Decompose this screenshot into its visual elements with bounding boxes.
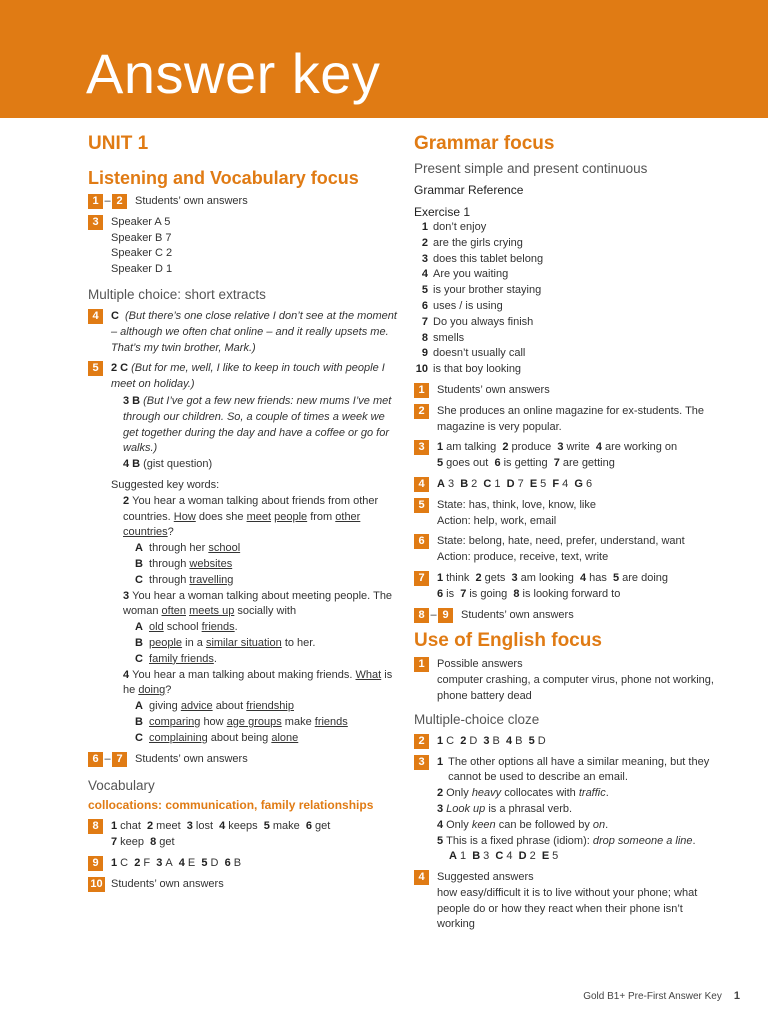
item-answer: meet (156, 820, 181, 833)
answer-list (429, 734, 719, 750)
item-number: 6 (224, 856, 231, 869)
item-number: 5 (528, 734, 535, 747)
item-number: 2 (502, 441, 509, 454)
page-title: Answer key (86, 42, 381, 105)
item-answer: B (233, 856, 242, 869)
item-answer: A (165, 856, 173, 869)
item-number: 8 (421, 331, 428, 344)
option: A through her school (135, 542, 241, 555)
exercise-badge: 5 (414, 498, 429, 513)
item-answer: 4 (506, 850, 513, 863)
answer-list (437, 849, 719, 865)
exercise-badge: 6 (88, 752, 103, 767)
item-number: 7 (421, 315, 428, 328)
list-item (414, 315, 719, 331)
item-answer: goes out (446, 457, 489, 470)
item-number: 5 (437, 457, 444, 470)
item-number: 3 (511, 571, 518, 584)
page-footer (583, 990, 740, 1002)
item-number: A (437, 477, 445, 490)
answer-text: Students’ own answers (111, 877, 224, 890)
item-answer: am looking (520, 571, 574, 584)
item-number: D (518, 850, 527, 863)
item-answer: 6 (585, 477, 593, 490)
exercise-badge: 3 (414, 440, 429, 455)
answer-3 (88, 215, 398, 278)
item-number: 7 (553, 457, 560, 470)
item-number: 5 (263, 820, 270, 833)
item-number: 6 (437, 587, 444, 600)
list-item (414, 362, 719, 378)
item-number: 1 (437, 734, 444, 747)
uoe-answer-2 (414, 734, 719, 750)
exercise-badge: 2 (414, 404, 429, 419)
item-number: 4 (580, 571, 587, 584)
exercise-badge: 6 (414, 534, 429, 549)
list-item (414, 299, 719, 315)
dash: – (104, 752, 111, 765)
subheading-vocabulary: Vocabulary (88, 778, 155, 794)
exercise-badge: 8 (414, 608, 429, 623)
item-answer: is your brother staying (433, 284, 542, 297)
speaker-line: Speaker A 5 (111, 215, 171, 228)
item-answer: write (566, 441, 590, 454)
answer-list (103, 819, 398, 851)
exercise-1-list (414, 220, 719, 378)
item-answer: gets (484, 571, 506, 584)
item-answer: has (589, 571, 607, 584)
item-number: 5 (613, 571, 620, 584)
item-number: 4 (178, 856, 185, 869)
item-number: F (552, 477, 560, 490)
answer-label: Possible answers (437, 658, 523, 671)
item-answer: 4 (562, 477, 569, 490)
item-answer: C (120, 856, 129, 869)
item-number: C (483, 477, 492, 490)
item-answer: B (515, 734, 523, 747)
exercise-badge: 10 (88, 877, 105, 892)
option: C through travelling (135, 573, 234, 586)
speaker-line: Speaker C 2 (111, 247, 173, 260)
answer-1-2 (88, 194, 398, 210)
list-item (414, 283, 719, 299)
grammar-answer-6 (414, 534, 719, 566)
item-number: 7 (111, 836, 118, 849)
question-2: 2 You hear a woman talking about friends from other countries. How does she meet people from other countries? (123, 494, 379, 539)
item-answer: smells (433, 331, 465, 344)
item-number: 2 (421, 236, 428, 249)
item-answer: 3 (447, 477, 455, 490)
item-number: A (449, 850, 457, 863)
answer-text: computer crashing, a computer virus, phone not working, phone battery dead (437, 674, 714, 702)
item-number: 6 (421, 299, 428, 312)
exercise-badge: 1 (88, 194, 103, 209)
answer-label: Suggested answers (437, 871, 534, 884)
exercise-badge: 2 (112, 194, 127, 209)
exercise-1-label: Exercise 1 (414, 205, 471, 219)
subheading-present-tenses: Present simple and present continuous (414, 161, 648, 176)
item-number: E (541, 850, 550, 863)
answer-text: Students’ own answers (135, 752, 248, 765)
dash: – (104, 195, 111, 207)
item-number: 6 (305, 820, 313, 833)
section-grammar: Grammar focus (414, 133, 555, 154)
item-answer: is going (469, 587, 508, 600)
item-number: 3 (483, 734, 490, 747)
item-answer: make (272, 820, 300, 833)
unit-heading: UNIT 1 (88, 133, 149, 154)
state-line: State: belong, hate, need, prefer, understand, want (437, 535, 685, 548)
item-answer: am talking (446, 441, 497, 454)
page-number: 1 (733, 990, 740, 1002)
exercise-badge: 3 (414, 755, 429, 770)
item-answer: are the girls crying (433, 236, 523, 249)
exercise-badge: 4 (88, 309, 103, 324)
answer-list (429, 440, 719, 472)
item-number: 3 (421, 252, 428, 265)
item-number: 2 (475, 571, 482, 584)
item-answer: C (446, 734, 455, 747)
exercise-badge: 4 (414, 870, 429, 885)
item-number: C (495, 850, 504, 863)
answer-text: Students’ own answers (135, 195, 248, 207)
item-answer: 2 (471, 477, 478, 490)
header-banner (0, 0, 768, 118)
item-number: 3 (156, 856, 163, 869)
answer-text: how easy/difficult it is to live without your phone; what people do or how they react when their phone isn’t working (437, 886, 698, 931)
item-answer: doesn’t usually call (433, 347, 526, 360)
item-answer: lost (195, 820, 214, 833)
item-number: B (472, 850, 481, 863)
item-number: 4 (219, 820, 226, 833)
item-number: 8 (150, 836, 157, 849)
answer-8 (88, 819, 398, 851)
item-answer: 7 (517, 477, 524, 490)
item-number: 4 (421, 268, 428, 281)
exercise-badge: 3 (88, 215, 103, 230)
answer-text: She produces an online magazine for ex-students. The magazine is very popular. (437, 404, 705, 433)
state-line: State: has, think, love, know, like (437, 498, 596, 511)
option: A old school friends. (135, 621, 238, 634)
uoe-answer-4 (414, 870, 719, 933)
item-answer: F (143, 856, 151, 869)
item-answer: chat (120, 820, 141, 833)
left-column (88, 128, 398, 897)
grammar-answer-3 (414, 440, 719, 472)
list-item (414, 236, 719, 252)
item-answer: 1 (459, 850, 467, 863)
option: A giving advice about friendship (135, 700, 294, 713)
item-answer: think (446, 571, 470, 584)
option: B through websites (135, 557, 233, 570)
item-answer: is that boy looking (433, 363, 522, 376)
answer-10 (88, 877, 398, 893)
question-3: 3 You hear a woman talking about meeting people. The woman often meets up socially with (123, 589, 393, 618)
item-answer: is getting (503, 457, 548, 470)
answer-line: 4 B (gist question) (123, 458, 213, 471)
item-answer: are working on (605, 441, 678, 454)
item-answer: 2 (529, 850, 536, 863)
grammar-answer-8-9 (414, 608, 719, 624)
item-answer: E (187, 856, 196, 869)
item-number: 2 (147, 820, 154, 833)
action-line: Action: help, work, email (437, 514, 557, 527)
speaker-line: Speaker B 7 (111, 231, 172, 244)
grammar-answer-1 (414, 383, 719, 399)
answer-5 (88, 361, 398, 746)
subheading-collocations: collocations: communication, family relationships (88, 798, 374, 813)
exercise-badge: 1 (414, 383, 429, 398)
footer-title: Gold B1+ Pre-First Answer Key (583, 991, 722, 1002)
item-answer: Are you waiting (433, 268, 509, 281)
item-answer: D (210, 856, 219, 869)
item-answer: 5 (552, 850, 559, 863)
item-number: 2 (134, 856, 141, 869)
item-answer: D (537, 734, 546, 747)
exercise-badge: 2 (414, 734, 429, 749)
list-item (414, 331, 719, 347)
exercise-badge: 4 (414, 477, 429, 492)
item-number: D (506, 477, 515, 490)
uoe-answer-3: 3 1 The other options all have a similar meaning, but they cannot be used to describe an email. 2 Only heavy collocates with traffic. 3 Look up is a phrasal verb. 4 Only keen can be followed by on. 5 This is a fixed phrase (idiom): drop someone a line. A 1 B 3 C 4 D 2 E 5 (414, 755, 719, 866)
item-answer: does this tablet belong (433, 252, 544, 265)
answer-9 (88, 856, 398, 872)
item-answer: get (315, 820, 331, 833)
item-number: 1 (111, 820, 118, 833)
item-answer: uses / is using (433, 299, 503, 312)
item-answer: 1 (494, 477, 501, 490)
subheading-multiple-choice: Multiple choice: short extracts (88, 286, 266, 302)
item-number: G (574, 477, 583, 490)
grammar-answer-5 (414, 498, 719, 530)
item-number: 2 (460, 734, 467, 747)
list-item (414, 267, 719, 283)
exercise-badge: 9 (438, 608, 453, 623)
answer-letter: C (111, 309, 119, 322)
right-column (414, 128, 719, 938)
item-number: 1 (111, 856, 118, 869)
uoe-answer-1 (414, 657, 719, 704)
grammar-reference-label: Grammar Reference (414, 183, 524, 197)
answer-list (429, 477, 719, 493)
item-number: 3 (557, 441, 564, 454)
option: C complaining about being alone (135, 731, 299, 744)
grammar-answer-4 (414, 477, 719, 493)
item-answer: 3 (483, 850, 490, 863)
answer-6-7 (88, 752, 398, 768)
list-item (414, 346, 719, 362)
exercise-badge: 9 (88, 856, 103, 871)
item-number: 1 (437, 441, 444, 454)
item-answer: D (469, 734, 478, 747)
item-number: 4 (595, 441, 603, 454)
section-listening-vocabulary: Listening and Vocabulary focus (88, 168, 359, 188)
answer-list (429, 571, 719, 603)
subheading-multiple-choice-cloze: Multiple-choice cloze (414, 711, 540, 727)
item-number: 5 (201, 856, 208, 869)
exercise-badge: 8 (88, 819, 103, 834)
item-number: 9 (421, 347, 428, 360)
item-answer: is looking forward to (522, 587, 621, 600)
item-number: 8 (513, 587, 520, 600)
exercise-badge: 7 (414, 571, 429, 586)
item-answer: Do you always finish (433, 315, 534, 328)
item-number: 3 (186, 820, 193, 833)
item-number: 5 (421, 284, 428, 297)
item-answer: don’t enjoy (433, 221, 487, 233)
exercise-badge: 7 (112, 752, 127, 767)
item-answer: are doing (622, 571, 668, 584)
answer-line: 2 C (But for me, well, I like to keep in touch with people I meet on holiday.) (111, 362, 385, 391)
answer-text: Students’ own answers (437, 383, 550, 396)
option: B people in a similar situation to her. (135, 636, 316, 649)
answer-4 (88, 309, 398, 356)
option: C family friends. (135, 652, 217, 665)
list-item (414, 252, 719, 268)
question-4: 4 You hear a man talking about making friends. What is he doing? (123, 668, 393, 697)
item-number: 7 (460, 587, 467, 600)
speaker-line: Speaker D 1 (111, 263, 173, 276)
item-number: 4 (506, 734, 513, 747)
exercise-badge: 1 (414, 657, 429, 672)
section-use-of-english: Use of English focus (414, 630, 602, 652)
quote-text: (But there’s one close relative I don’t see at the moment – although we often chat online – and it really upsets me. That’s my twin brother, Mark.) (111, 309, 397, 354)
action-line: Action: produce, receive, text, write (437, 551, 609, 564)
item-number: E (529, 477, 538, 490)
key-words-label: Suggested key words: (111, 478, 220, 491)
item-answer: are getting (562, 457, 615, 470)
item-answer: keeps (228, 820, 258, 833)
dash: – (430, 608, 437, 621)
answer-text: Students’ own answers (461, 608, 574, 621)
item-answer: keep (120, 836, 144, 849)
item-number: 1 (437, 571, 444, 584)
item-answer: is (446, 587, 455, 600)
grammar-answer-2 (414, 404, 719, 436)
answer-line: 3 B (But I’ve got a few new friends: new mums I’ve met through our children. So, a couple of times a week we get together during the day and have a coffee or go for walks.) (123, 394, 392, 455)
option: B comparing how age groups make friends (135, 715, 348, 728)
item-number: 6 (494, 457, 501, 470)
item-answer: produce (511, 441, 552, 454)
exercise-badge: 5 (88, 361, 103, 376)
item-answer: B (492, 734, 500, 747)
item-number: 1 (421, 221, 428, 233)
answer-list (103, 856, 398, 872)
item-answer: get (159, 836, 175, 849)
item-number: B (460, 477, 469, 490)
item-number: 10 (415, 363, 428, 376)
list-item (414, 220, 719, 236)
grammar-answer-7 (414, 571, 719, 603)
item-answer: 5 (540, 477, 547, 490)
